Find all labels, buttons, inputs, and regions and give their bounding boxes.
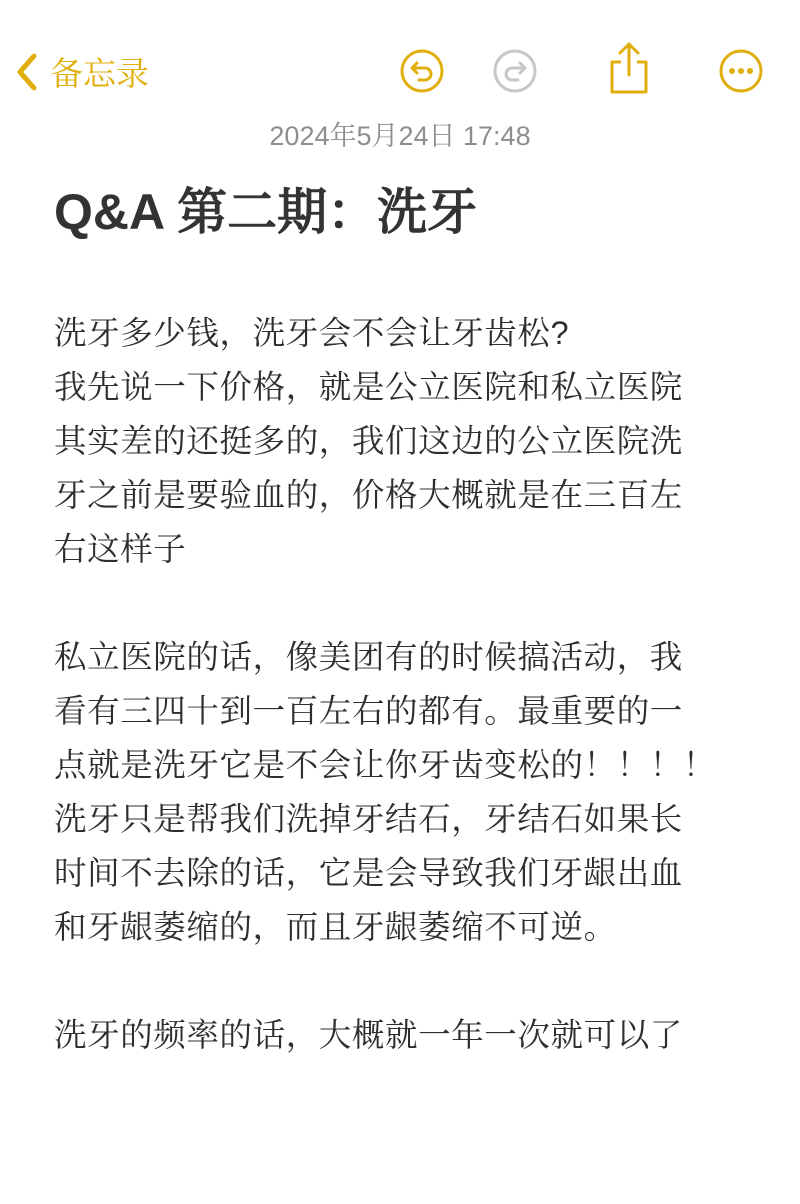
redo-icon[interactable] bbox=[492, 48, 538, 94]
note-line: 洗牙多少钱，洗牙会不会让牙齿松? bbox=[54, 315, 570, 351]
back-label: 备忘录 bbox=[50, 55, 149, 92]
note-body[interactable] bbox=[54, 306, 754, 1062]
chevron-left-icon bbox=[16, 53, 38, 91]
note-line: 洗牙只是帮我们洗掉牙结石，牙结石如果长 bbox=[54, 801, 683, 837]
share-icon[interactable] bbox=[606, 40, 652, 96]
note-line: 和牙龈萎缩的，而且牙龈萎缩不可逆。 bbox=[54, 909, 617, 945]
note-line bbox=[54, 576, 754, 630]
undo-icon[interactable] bbox=[399, 48, 445, 94]
note-line: 牙之前是要验血的，价格大概就是在三百左 bbox=[54, 477, 683, 513]
note-date: 2024年5月24日 17:48 bbox=[269, 121, 531, 151]
note-line: 时间不去除的话，它是会导致我们牙龈出血 bbox=[54, 855, 683, 891]
note-line: 右这样子 bbox=[54, 531, 187, 567]
note-line: 其实差的还挺多的，我们这边的公立医院洗 bbox=[54, 423, 683, 459]
note-line: 我先说一下价格，就是公立医院和私立医院 bbox=[54, 369, 683, 405]
back-button[interactable] bbox=[16, 48, 149, 95]
note-line: 点就是洗牙它是不会让你牙齿变松的！！！！ bbox=[54, 747, 717, 783]
nav-bar bbox=[0, 40, 800, 100]
note-line bbox=[54, 954, 754, 1008]
more-icon[interactable] bbox=[718, 48, 764, 94]
note-line: 看有三四十到一百左右的都有。最重要的一 bbox=[54, 693, 683, 729]
note-title[interactable]: Q&A 第二期：洗牙 bbox=[54, 184, 478, 240]
note-line: 洗牙的频率的话，大概就一年一次就可以了 bbox=[54, 1017, 683, 1053]
note-line: 私立医院的话，像美团有的时候搞活动，我 bbox=[54, 639, 683, 675]
